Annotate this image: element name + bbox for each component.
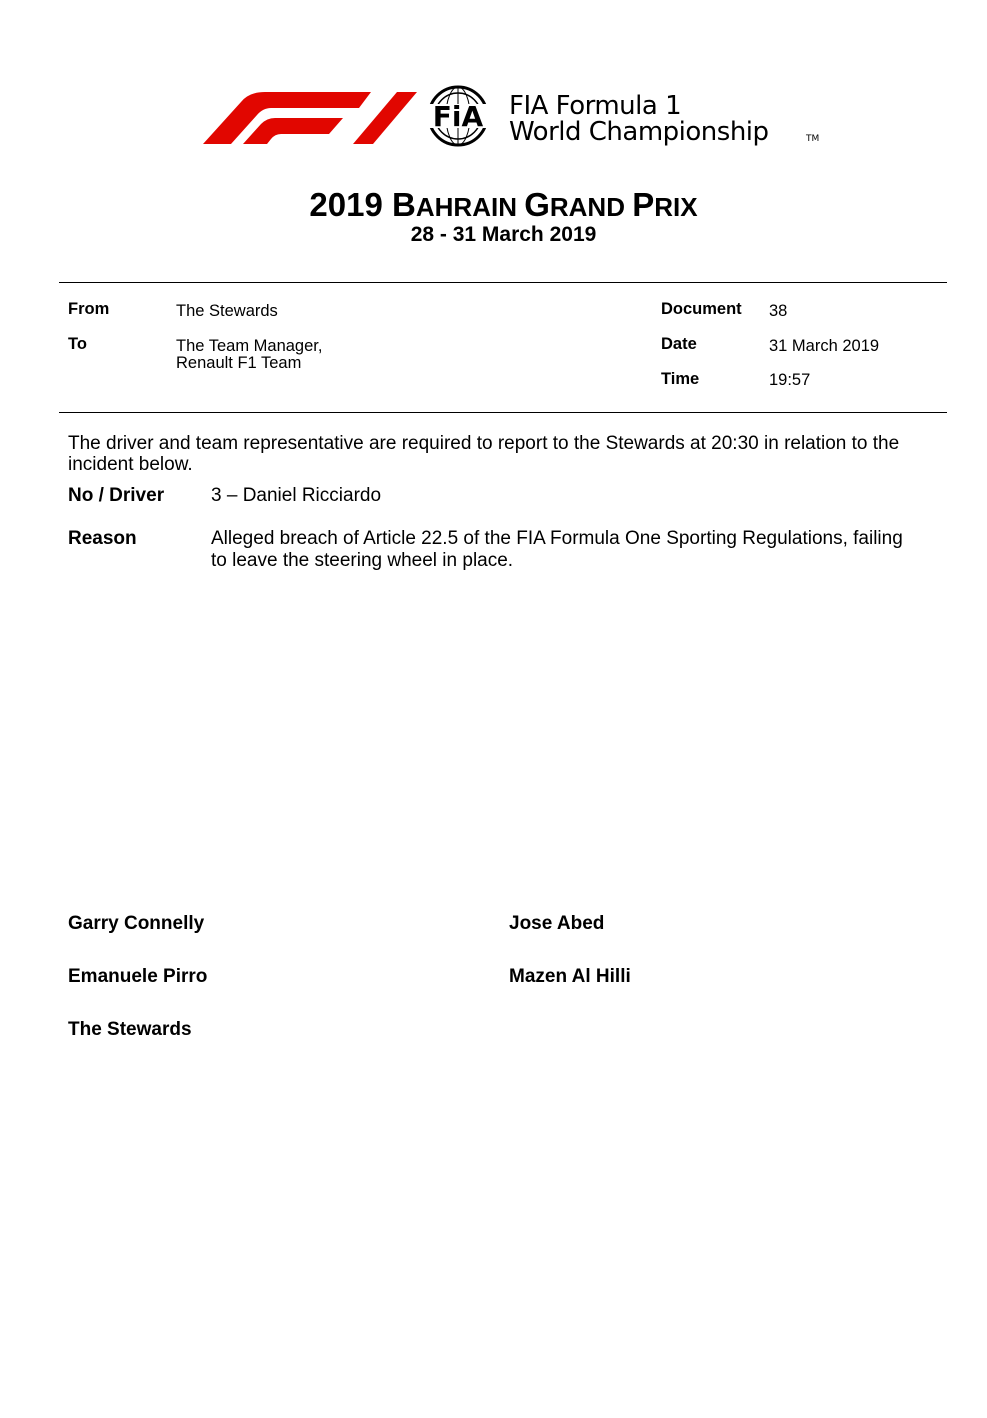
brand-line-1: FIA Formula 1 — [509, 91, 682, 121]
f1-logo — [203, 88, 417, 144]
title-rest-bahrain: AHRAIN — [415, 192, 525, 222]
driver-value: 3 – Daniel Ricciardo — [211, 485, 382, 506]
from-label: From — [68, 300, 110, 318]
document-label: Document — [661, 300, 742, 318]
to-value-line2: Renault F1 Team — [176, 354, 302, 372]
date-value: 31 March 2019 — [769, 337, 880, 355]
time-label: Time — [661, 370, 700, 388]
trademark-mark: TM — [806, 134, 820, 144]
steward-name: Jose Abed — [509, 913, 605, 934]
reason-line-2: to leave the steering wheel in place. — [211, 550, 514, 571]
divider-bottom — [59, 412, 947, 413]
title-rest-grand: RAND — [549, 192, 633, 222]
steward-name: Mazen Al Hilli — [509, 966, 631, 987]
document-value: 38 — [769, 302, 788, 320]
to-value-line1: The Team Manager, — [176, 337, 323, 355]
divider-top — [59, 282, 947, 283]
time-value: 19:57 — [769, 371, 811, 389]
stewards-closing: The Stewards — [68, 1019, 192, 1040]
fia-logo — [413, 84, 503, 148]
intro-line-2: incident below. — [68, 454, 193, 475]
reason-line-1: Alleged breach of Article 22.5 of the FIA Formula One Sporting Regulations, failing — [211, 528, 903, 549]
reason-label: Reason — [68, 528, 137, 549]
from-value: The Stewards — [176, 302, 278, 320]
fia-logo-text: FiA — [432, 100, 484, 133]
title-year: 2019 — [309, 186, 393, 223]
title-rest-prix: RIX — [654, 192, 698, 222]
event-dates: 28 - 31 March 2019 — [410, 223, 597, 246]
page-title — [0, 186, 987, 224]
driver-label: No / Driver — [68, 485, 165, 506]
intro-line-1: The driver and team representative are required to report to the Stewards at 20:30 in relation to the — [68, 433, 900, 454]
to-label: To — [68, 335, 87, 353]
title-cap-b: B — [392, 186, 416, 223]
steward-name: Emanuele Pirro — [68, 966, 208, 987]
date-label: Date — [661, 335, 697, 353]
steward-name: Garry Connelly — [68, 913, 205, 934]
brand-line-2: World Championship — [509, 117, 769, 147]
title-cap-p: P — [632, 186, 655, 223]
title-cap-g: G — [524, 186, 550, 223]
